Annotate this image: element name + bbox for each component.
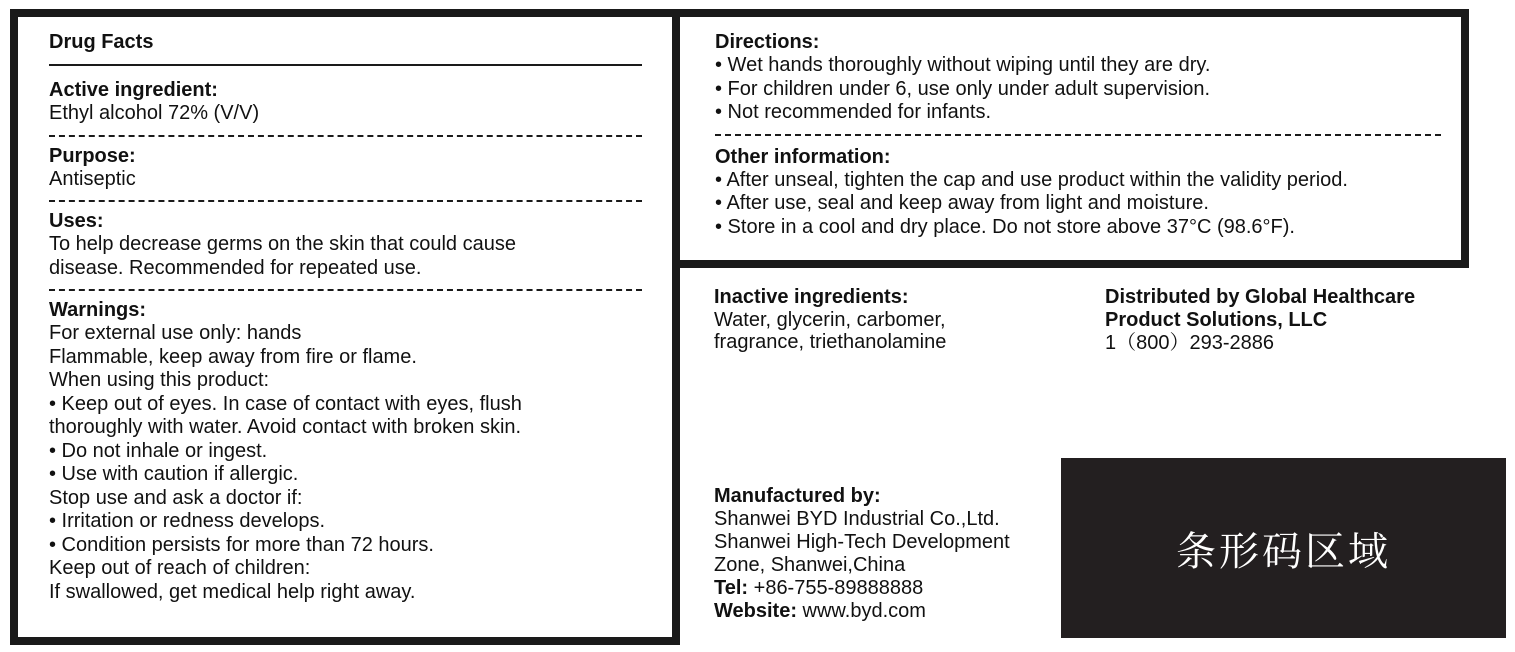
warnings-line: thoroughly with water. Avoid contact with broken skin.: [49, 416, 522, 438]
section-divider: [49, 200, 642, 202]
manufacturer-heading: Manufactured by:: [714, 485, 881, 507]
barcode-area: [1061, 458, 1506, 638]
section-divider: [49, 289, 642, 291]
purpose-heading: Purpose:: [49, 144, 136, 167]
section-divider: [49, 135, 642, 137]
uses-heading: Uses:: [49, 210, 104, 232]
title-divider: [49, 64, 642, 66]
manufacturer-line: Shanwei High-Tech Development: [714, 531, 1010, 553]
directions-heading: Directions:: [715, 31, 820, 53]
other-info-heading: Other information:: [715, 145, 891, 168]
warnings-line: For external use only: hands: [49, 322, 302, 344]
manufacturer-line: Shanwei BYD Industrial Co.,Ltd.: [714, 508, 1000, 530]
inactive-line: Water, glycerin, carbomer,: [714, 309, 946, 331]
website-label: Website:: [714, 600, 797, 622]
warnings-line: • Do not inhale or ingest.: [49, 439, 268, 462]
warnings-line: Stop use and ask a doctor if:: [49, 486, 303, 509]
distributor-heading: Product Solutions, LLC: [1105, 309, 1328, 331]
drug-facts-title: Drug Facts: [49, 31, 154, 53]
distributor-info: [1105, 286, 1415, 356]
drug-facts-panel: [10, 9, 680, 645]
distributor-heading: Distributed by Global Healthcare: [1105, 286, 1416, 308]
manufacturer-line: Zone, Shanwei,China: [714, 554, 906, 576]
warnings-line: • Condition persists for more than 72 hours.: [49, 533, 434, 556]
warnings-line: If swallowed, get medical help right away.: [49, 580, 416, 603]
manufacturer-tel: [714, 577, 1010, 600]
distributor-phone: 1（800）293-2886: [1105, 332, 1275, 354]
tel-label: Tel:: [714, 577, 749, 599]
other-info-line: • After use, seal and keep away from light and moisture.: [715, 192, 1209, 214]
warnings-line: When using this product:: [49, 369, 270, 391]
active-ingredient-heading: Active ingredient:: [49, 79, 218, 101]
warnings-line: • Use with caution if allergic.: [49, 463, 299, 485]
manufacturer-info: [714, 485, 1010, 623]
section-divider: [715, 134, 1441, 136]
directions-line: • For children under 6, use only under adult supervision.: [715, 77, 1211, 100]
other-info-line: • Store in a cool and dry place. Do not store above 37°C (98.6°F).: [715, 215, 1295, 238]
purpose-text: Antiseptic: [49, 167, 136, 190]
tel-value: +86-755-89888888: [748, 577, 924, 599]
inactive-heading: Inactive ingredients:: [714, 286, 909, 308]
directions-line: • Wet hands thoroughly without wiping until they are dry.: [715, 54, 1211, 76]
uses-line: disease. Recommended for repeated use.: [49, 256, 422, 279]
warnings-line: • Keep out of eyes. In case of contact with eyes, flush: [49, 392, 522, 415]
warnings-heading: Warnings:: [49, 299, 147, 321]
directions-panel: [672, 9, 1469, 268]
barcode-placeholder-text: 条形码区域: [1176, 528, 1391, 575]
warnings-line: • Irritation or redness develops.: [49, 510, 326, 532]
warnings-line: Keep out of reach of children:: [49, 557, 311, 579]
warnings-line: Flammable, keep away from fire or flame.: [49, 345, 417, 368]
inactive-line: fragrance, triethanolamine: [714, 331, 947, 353]
active-ingredient-text: Ethyl alcohol 72% (V/V): [49, 102, 260, 124]
inactive-ingredients: [714, 286, 946, 353]
website-value: www.byd.com: [796, 600, 926, 622]
manufacturer-website: [714, 600, 1010, 623]
other-info-line: • After unseal, tighten the cap and use product within the validity period.: [715, 168, 1348, 191]
uses-line: To help decrease germs on the skin that could cause: [49, 233, 516, 255]
directions-line: • Not recommended for infants.: [715, 101, 992, 123]
